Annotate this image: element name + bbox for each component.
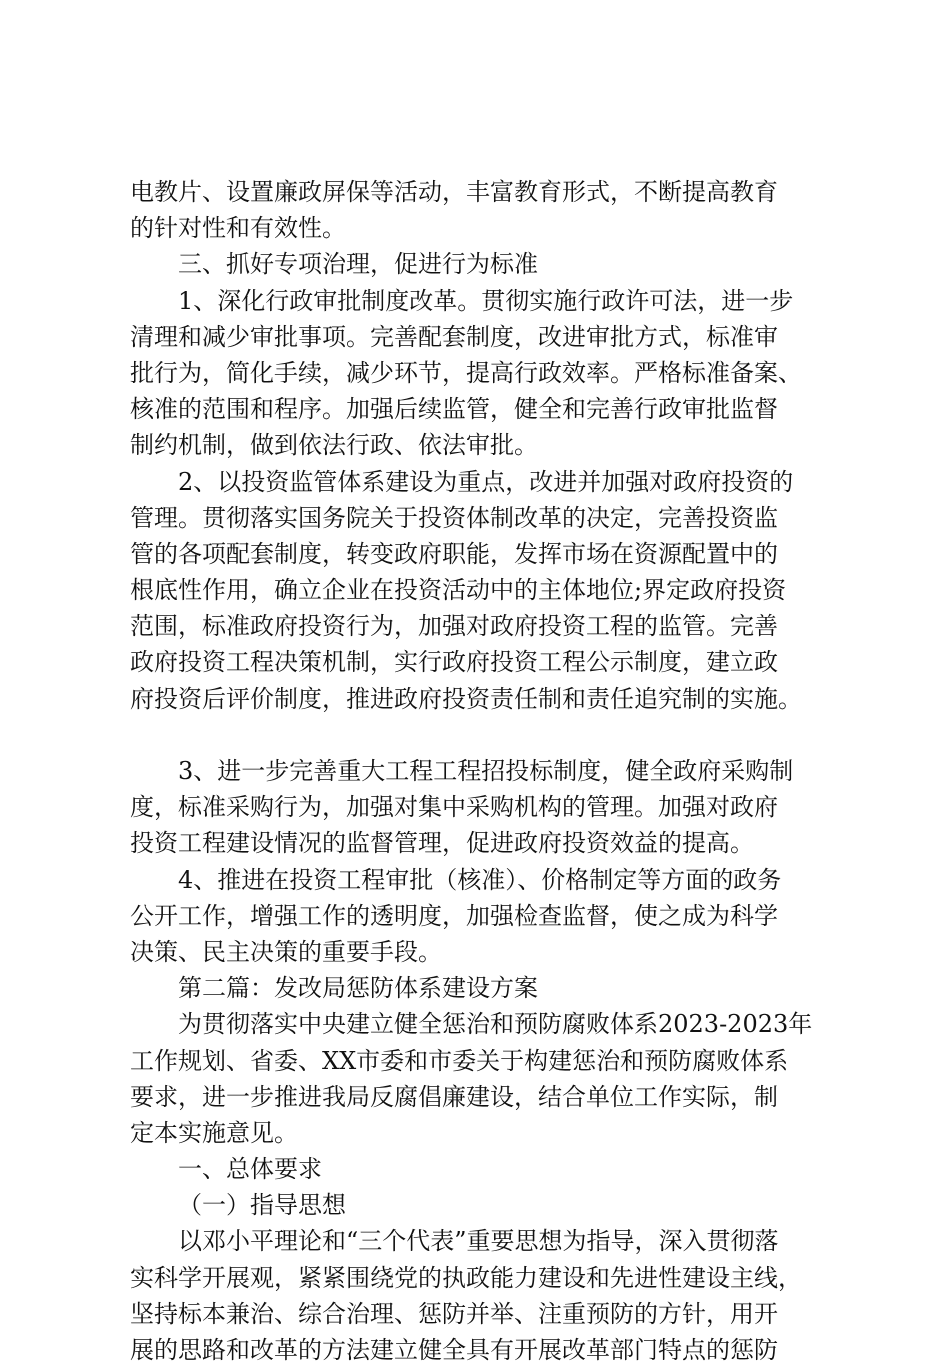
text-line: 以邓小平理论和“三个代表”重要思想为指导，深入贯彻落 [178,1227,779,1256]
text-line: 为贯彻落实中央建立健全惩治和预防腐败体系2023-2023年 [178,1010,813,1039]
text-line: 管的各项配套制度，转变政府职能，发挥市场在资源配置中的 [130,539,778,568]
text-line: 工作规划、省委、XX市委和市委关于构建惩治和预防腐败体系 [130,1046,789,1075]
text-line: 投资工程建设情况的监督管理，促进政府投资效益的提高。 [130,829,754,858]
text-line: 2、以投资监管体系建设为重点，改进并加强对政府投资的 [178,467,794,496]
text-line: 4、推进在投资工程审批（核准）、价格制定等方面的政务 [178,865,782,894]
text-line: 3、进一步完善重大工程工程招投标制度，健全政府采购制 [178,757,794,785]
text-line: 展的思路和改革的方法建立健全具有开展改革部门特点的惩防 [130,1336,778,1364]
text-line: 政府投资工程决策机制，实行政府投资工程公示制度，建立政 [130,648,778,677]
section-heading: 一、总体要求 [178,1155,322,1184]
text-line: 电教片、设置廉政屏保等活动，丰富教育形式，不断提高教育 [130,178,778,206]
document-body [130,174,830,1368]
text-line: 范围，标准政府投资行为，加强对政府投资工程的监管。完善 [130,612,778,641]
blank-line [130,717,830,753]
text-line: 度，标准采购行为，加强对集中采购机构的管理。加强对政府 [130,793,778,822]
text-line: 的针对性和有效性。 [130,214,346,243]
subsection-heading: （一）指导思想 [178,1191,346,1220]
text-line: 坚持标本兼治、综合治理、惩防并举、注重预防的方针，用开 [130,1299,778,1328]
text-line: 府投资后评价制度，推进政府投资责任制和责任追究制的实施。 [130,684,802,713]
text-line: 清理和减少审批事项。完善配套制度，改进审批方式，标准审 [130,322,778,351]
text-line: 管理。贯彻落实国务院关于投资体制改革的决定，完善投资监 [130,503,778,532]
text-line: 公开工作，增强工作的透明度，加强检查监督，使之成为科学 [130,901,778,930]
text-line: 要求，进一步推进我局反腐倡廉建设，结合单位工作实际，制 [130,1082,778,1111]
text-line: 根底性作用，确立企业在投资活动中的主体地位;界定政府投资 [130,576,787,605]
text-line: 核准的范围和程序。加强后续监管，健全和完善行政审批监督 [130,395,778,424]
chapter-heading: 第二篇：发改局惩防体系建设方案 [178,974,538,1003]
text-line: 制约机制，做到依法行政、依法审批。 [130,431,538,460]
text-line: 决策、民主决策的重要手段。 [130,937,442,966]
text-line: 批行为，简化手续，减少环节，提高行政效率。严格标准备案、 [130,358,802,387]
text-line: 定本实施意见。 [130,1118,298,1147]
text-line: 实科学开展观，紧紧围绕党的执政能力建设和先进性建设主线， [130,1263,802,1292]
text-line: 1、深化行政审批制度改革。贯彻实施行政许可法，进一步 [178,286,794,315]
section-heading: 三、抓好专项治理，促进行为标准 [178,250,538,279]
